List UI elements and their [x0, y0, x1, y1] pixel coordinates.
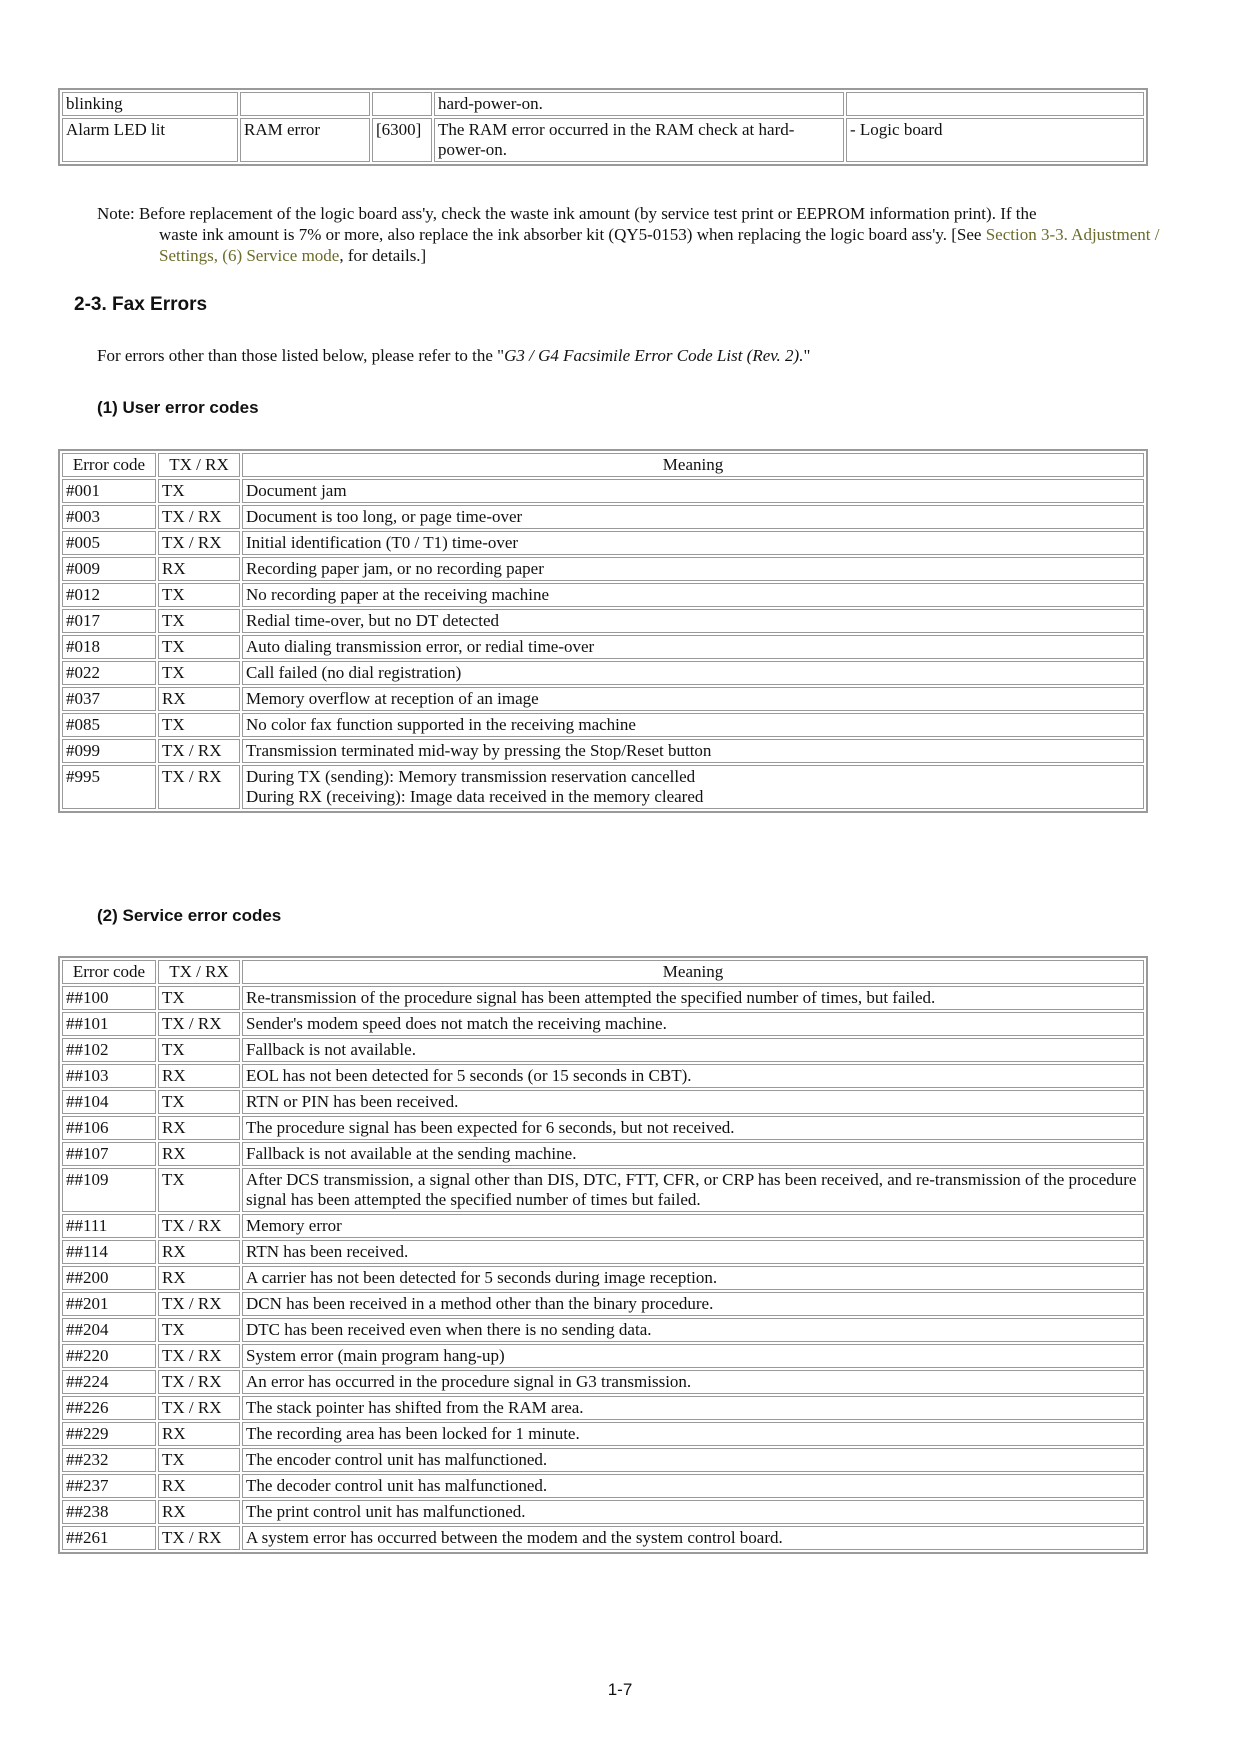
cell-tx-rx: TX: [158, 713, 240, 737]
cell-meaning: Call failed (no dial registration): [242, 661, 1144, 685]
cell-error-code: ##101: [62, 1012, 156, 1036]
cell-error: RAM error: [240, 118, 370, 162]
cell-error-code: #012: [62, 583, 156, 607]
table-row: [62, 1396, 1144, 1420]
cell-error-code: ##100: [62, 986, 156, 1010]
cell-meaning: The recording area has been locked for 1 minute.: [242, 1422, 1144, 1446]
cell-tx-rx: TX / RX: [158, 1526, 240, 1550]
table-row: [62, 687, 1144, 711]
cell-meaning: EOL has not been detected for 5 seconds (or 15 seconds in CBT).: [242, 1064, 1144, 1088]
cell-tx-rx: TX / RX: [158, 765, 240, 809]
table-row: [62, 986, 1144, 1010]
cell-error-code: #037: [62, 687, 156, 711]
table-row: [62, 118, 1144, 162]
table-row: [62, 1474, 1144, 1498]
table-row: [62, 765, 1144, 809]
error-table-continued: [58, 88, 1148, 166]
cell-meaning: Fallback is not available at the sending machine.: [242, 1142, 1144, 1166]
table-row: [62, 1038, 1144, 1062]
table-row: [62, 661, 1144, 685]
table-row: [62, 1448, 1144, 1472]
cell-meaning: Redial time-over, but no DT detected: [242, 609, 1144, 633]
cell-meaning: RTN has been received.: [242, 1240, 1144, 1264]
cell-meaning: Fallback is not available.: [242, 1038, 1144, 1062]
note-prefix: Note:: [97, 204, 135, 223]
cell-meaning: Sender's modem speed does not match the receiving machine.: [242, 1012, 1144, 1036]
cell-tx-rx: TX: [158, 583, 240, 607]
cell-tx-rx: RX: [158, 1142, 240, 1166]
table-header-row: [62, 453, 1144, 477]
table-row: [62, 557, 1144, 581]
cell-description: hard-power-on.: [434, 92, 844, 116]
service-error-codes-title: (2) Service error codes: [97, 906, 282, 925]
table-row: [62, 1266, 1144, 1290]
cell-meaning: After DCS transmission, a signal other than DIS, DTC, FTT, CFR, or CRP has been received, and re-transmission of the procedure signal has been attempted the specified number of times but failed.: [242, 1168, 1144, 1212]
cell-tx-rx: RX: [158, 1474, 240, 1498]
cell-description: The RAM error occurred in the RAM check at hard-power-on.: [434, 118, 844, 162]
cell-tx-rx: TX / RX: [158, 1292, 240, 1316]
cell-tx-rx: RX: [158, 1500, 240, 1524]
header-meaning: Meaning: [242, 960, 1144, 984]
cell-meaning: Memory error: [242, 1214, 1144, 1238]
cell-error-code: #017: [62, 609, 156, 633]
cell-error-code: ##201: [62, 1292, 156, 1316]
cell-error-code: ##104: [62, 1090, 156, 1114]
cell-tx-rx: TX / RX: [158, 1344, 240, 1368]
cell-indicator: blinking: [62, 92, 238, 116]
cell-meaning: The print control unit has malfunctioned.: [242, 1500, 1144, 1524]
section-title: 2-3. Fax Errors: [74, 294, 208, 315]
header-error-code: Error code: [62, 453, 156, 477]
cell-meaning: System error (main program hang-up): [242, 1344, 1144, 1368]
header-error-code: Error code: [62, 960, 156, 984]
cell-error-code: ##109: [62, 1168, 156, 1212]
replacement-note: [97, 203, 1177, 266]
note-suffix: , for details.]: [339, 246, 427, 265]
cell-error-code: ##114: [62, 1240, 156, 1264]
cell-meaning: The procedure signal has been expected for 6 seconds, but not received.: [242, 1116, 1144, 1140]
cell-meaning: Initial identification (T0 / T1) time-over: [242, 531, 1144, 555]
cell-tx-rx: TX / RX: [158, 1214, 240, 1238]
table-row: [62, 1116, 1144, 1140]
cell-error-code: #018: [62, 635, 156, 659]
cell-tx-rx: TX / RX: [158, 739, 240, 763]
cell-error-code: ##107: [62, 1142, 156, 1166]
cell-meaning: The decoder control unit has malfunctioned.: [242, 1474, 1144, 1498]
cell-line: During TX (sending): Memory transmission reservation cancelled: [246, 767, 696, 786]
page-number: 1-7: [607, 1680, 633, 1699]
cell-meaning: Document jam: [242, 479, 1144, 503]
note-line1: Before replacement of the logic board ass'y, check the waste ink amount (by service test print or EEPROM information print). If the: [139, 204, 1037, 223]
cell-error-code: ##232: [62, 1448, 156, 1472]
intro-before: For errors other than those listed below, please refer to the ": [97, 346, 505, 365]
cell-error-code: #003: [62, 505, 156, 529]
service-mode-link[interactable]: Section 3-3. Adjustment / Settings, (6) Service mode: [159, 225, 1160, 265]
cell-error-code: ##238: [62, 1500, 156, 1524]
table-row: [62, 1318, 1144, 1342]
cell-tx-rx: TX / RX: [158, 505, 240, 529]
header-tx-rx: TX / RX: [158, 960, 240, 984]
cell-error-code: #001: [62, 479, 156, 503]
cell-tx-rx: TX / RX: [158, 1396, 240, 1420]
intro-after: ": [803, 346, 811, 365]
cell-tx-rx: RX: [158, 687, 240, 711]
cell-error-code: ##229: [62, 1422, 156, 1446]
cell-error-code: #099: [62, 739, 156, 763]
cell-meaning: [242, 765, 1144, 809]
table-row: [62, 505, 1144, 529]
cell-tx-rx: TX: [158, 479, 240, 503]
table-row: [62, 1168, 1144, 1212]
cell-tx-rx: TX: [158, 635, 240, 659]
header-tx-rx: TX / RX: [158, 453, 240, 477]
cell-error-code: ##200: [62, 1266, 156, 1290]
table-row: [62, 713, 1144, 737]
cell-error-code: #009: [62, 557, 156, 581]
cell-tx-rx: RX: [158, 557, 240, 581]
cell-error-code: #995: [62, 765, 156, 809]
user-error-table: [58, 449, 1148, 813]
table-row: [62, 739, 1144, 763]
cell-error-code: ##106: [62, 1116, 156, 1140]
cell-meaning: Recording paper jam, or no recording paper: [242, 557, 1144, 581]
table-row: [62, 1090, 1144, 1114]
cell-meaning: Transmission terminated mid-way by pressing the Stop/Reset button: [242, 739, 1144, 763]
service-error-table: [58, 956, 1148, 1554]
table-row: [62, 479, 1144, 503]
table-row: [62, 1344, 1144, 1368]
table-row: [62, 1012, 1144, 1036]
cell-tx-rx: TX: [158, 661, 240, 685]
table-header-row: [62, 960, 1144, 984]
cell-meaning: The encoder control unit has malfunctioned.: [242, 1448, 1144, 1472]
cell-error-code: ##224: [62, 1370, 156, 1394]
cell-meaning: The stack pointer has shifted from the RAM area.: [242, 1396, 1144, 1420]
table-row: [62, 635, 1144, 659]
cell-tx-rx: TX: [158, 609, 240, 633]
cell-error-code: ##237: [62, 1474, 156, 1498]
cell-tx-rx: RX: [158, 1240, 240, 1264]
intro-text: [97, 346, 810, 366]
cell-error-code: #022: [62, 661, 156, 685]
cell-error-code: ##220: [62, 1344, 156, 1368]
table-row: [62, 1500, 1144, 1524]
cell-line: During RX (receiving): Image data received in the memory cleared: [246, 787, 704, 806]
table-row: [62, 1526, 1144, 1550]
cell-error-code: ##111: [62, 1214, 156, 1238]
cell-meaning: DCN has been received in a method other than the binary procedure.: [242, 1292, 1144, 1316]
cell-meaning: A carrier has not been detected for 5 seconds during image reception.: [242, 1266, 1144, 1290]
cell-meaning: RTN or PIN has been received.: [242, 1090, 1144, 1114]
cell-code: [6300]: [372, 118, 432, 162]
cell-meaning: A system error has occurred between the modem and the system control board.: [242, 1526, 1144, 1550]
table-row: [62, 92, 1144, 116]
cell-tx-rx: TX: [158, 1038, 240, 1062]
cell-tx-rx: TX / RX: [158, 531, 240, 555]
cell-indicator: Alarm LED lit: [62, 118, 238, 162]
table-row: [62, 1064, 1144, 1088]
cell-meaning: DTC has been received even when there is no sending data.: [242, 1318, 1144, 1342]
cell-parts: - Logic board: [846, 118, 1144, 162]
cell-tx-rx: RX: [158, 1422, 240, 1446]
table-row: [62, 1214, 1144, 1238]
header-meaning: Meaning: [242, 453, 1144, 477]
intro-reference: G3 / G4 Facsimile Error Code List (Rev. 2).: [504, 346, 804, 365]
cell-meaning: Re-transmission of the procedure signal has been attempted the specified number of times, but failed.: [242, 986, 1144, 1010]
cell-meaning: Document is too long, or page time-over: [242, 505, 1144, 529]
cell-error-code: #085: [62, 713, 156, 737]
cell-error-code: #005: [62, 531, 156, 555]
table-row: [62, 531, 1144, 555]
user-error-codes-title: (1) User error codes: [97, 398, 259, 417]
cell-tx-rx: TX: [158, 1318, 240, 1342]
cell-tx-rx: TX: [158, 1448, 240, 1472]
cell-code: [372, 92, 432, 116]
table-row: [62, 609, 1144, 633]
cell-tx-rx: TX / RX: [158, 1370, 240, 1394]
cell-tx-rx: RX: [158, 1266, 240, 1290]
cell-meaning: No recording paper at the receiving machine: [242, 583, 1144, 607]
cell-meaning: Memory overflow at reception of an image: [242, 687, 1144, 711]
cell-tx-rx: TX: [158, 1090, 240, 1114]
cell-tx-rx: TX: [158, 1168, 240, 1212]
cell-error: [240, 92, 370, 116]
table-row: [62, 1240, 1144, 1264]
cell-error-code: ##261: [62, 1526, 156, 1550]
cell-error-code: ##226: [62, 1396, 156, 1420]
cell-meaning: Auto dialing transmission error, or redial time-over: [242, 635, 1144, 659]
table-row: [62, 1370, 1144, 1394]
cell-error-code: ##204: [62, 1318, 156, 1342]
cell-tx-rx: RX: [158, 1064, 240, 1088]
cell-tx-rx: TX: [158, 986, 240, 1010]
cell-meaning: An error has occurred in the procedure signal in G3 transmission.: [242, 1370, 1144, 1394]
note-line2: waste ink amount is 7% or more, also replace the ink absorber kit (QY5-0153) when replacing the logic board ass'y. [See: [159, 225, 986, 244]
cell-tx-rx: TX / RX: [158, 1012, 240, 1036]
table-row: [62, 583, 1144, 607]
table-row: [62, 1292, 1144, 1316]
cell-meaning: No color fax function supported in the receiving machine: [242, 713, 1144, 737]
table-row: [62, 1422, 1144, 1446]
table-row: [62, 1142, 1144, 1166]
cell-error-code: ##103: [62, 1064, 156, 1088]
cell-parts: [846, 92, 1144, 116]
cell-error-code: ##102: [62, 1038, 156, 1062]
cell-tx-rx: RX: [158, 1116, 240, 1140]
